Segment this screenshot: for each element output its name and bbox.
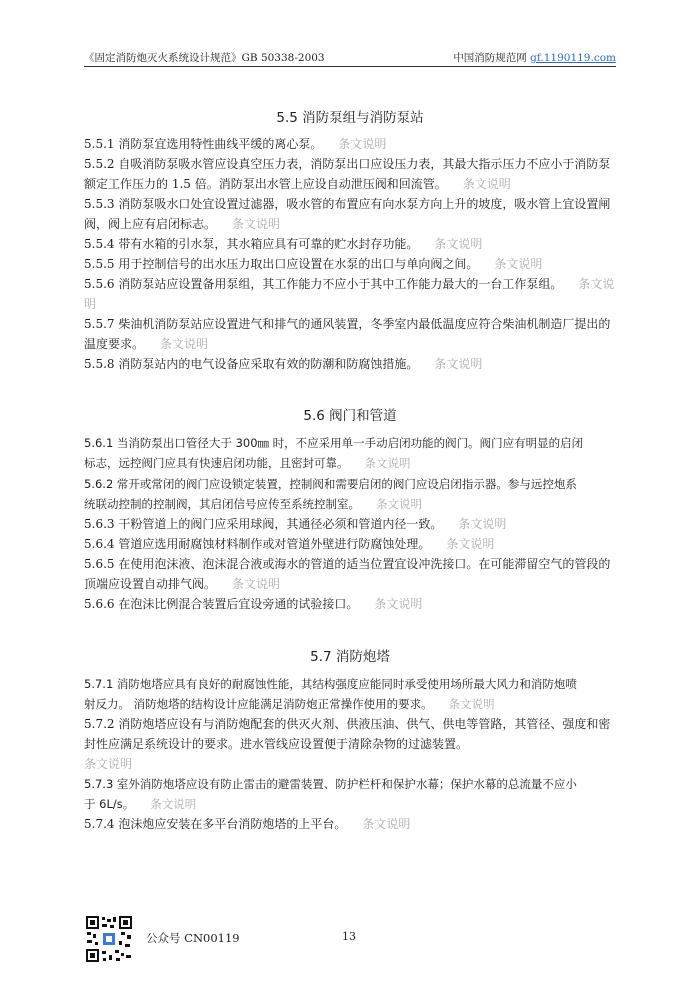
explanation-link[interactable]: 条文说明 bbox=[376, 497, 422, 511]
page-number: 13 bbox=[342, 930, 356, 943]
site-name: 中国消防规范网 bbox=[453, 52, 527, 64]
clause-5-5-4: 5.5.4 带有水箱的引水泵，其水箱应具有可靠的贮水封存功能。 条文说明 bbox=[84, 237, 483, 251]
explanation-link[interactable]: 条文说明 bbox=[84, 757, 133, 771]
explanation-link[interactable]: 条文说明 bbox=[458, 517, 507, 531]
clause-5-6-1: 5.6.1 当消防泵出口管径大于 300㎜ 时，不应采用单一手动启闭功能的阀门。阀门应有明显的启闭 标志，远控阀门应具有快速启闭功能，且密封可靠。 条文说明 bbox=[84, 436, 584, 470]
explanation-link-cont[interactable]: 明 bbox=[84, 297, 97, 311]
clause-5-5-2: 5.5.2 自吸消防泵吸水管应设真空压力表，消防泵出口应设压力表，其最大指示压力不应小于消防泵 额定工作压力的 1.5 倍。消防泵出水管上应设自动泄压阀和回流管。 条文说明 bbox=[84, 157, 611, 191]
explanation-link[interactable]: 条文说明 bbox=[364, 456, 411, 470]
explanation-link[interactable]: 条文说明 bbox=[374, 597, 423, 611]
clause-5-6-6: 5.6.6 在泡沫比例混合装置后宜设旁通的试验接口。 条文说明 bbox=[84, 597, 423, 611]
clause-5-5-1: 5.5.1 消防泵宜选用特性曲线平缓的离心泵。 条文说明 bbox=[84, 137, 387, 151]
explanation-link[interactable]: 条文说明 bbox=[448, 697, 495, 711]
explanation-link[interactable]: 条文说明 bbox=[494, 257, 543, 271]
explanation-link[interactable]: 条文说明 bbox=[232, 217, 281, 231]
explanation-link[interactable]: 条文说明 bbox=[446, 537, 495, 551]
explanation-link[interactable]: 条文说明 bbox=[462, 177, 511, 191]
explanation-link[interactable]: 条文说明 bbox=[362, 817, 411, 831]
explanation-link[interactable]: 条文说明 bbox=[160, 337, 209, 351]
clause-5-5-8: 5.5.8 消防泵站内的电气设备应采取有效的防潮和防腐蚀措施。 条文说明 bbox=[84, 357, 483, 371]
section-title-5-5: 5.5 消防泵组与消防泵站 bbox=[276, 110, 424, 126]
explanation-link[interactable]: 条文说明 bbox=[434, 237, 483, 251]
header-site bbox=[453, 50, 616, 65]
section-title-5-7: 5.7 消防炮塔 bbox=[310, 649, 390, 665]
site-url-link[interactable]: gf.1190119.com bbox=[530, 52, 616, 64]
page-header bbox=[84, 50, 616, 67]
explanation-link[interactable]: 条文说 bbox=[578, 277, 615, 291]
explanation-link[interactable]: 条文说明 bbox=[150, 797, 197, 811]
clause-5-7-1: 5.7.1 消防炮塔应具有良好的耐腐蚀性能，其结构强度应能同时承受使用场所最大风力和消防炮喷 射反力。 消防炮塔的结构设计应能满足消防炮正常操作使用的要求。 条文说明 bbox=[84, 677, 577, 711]
clause-5-5-5: 5.5.5 用于控制信号的出水压力取出口应设置在水泵的出口与单向阀之间。 条文说明 bbox=[84, 257, 543, 271]
clause-5-5-7: 5.5.7 柴油机消防泵站应设置进气和排气的通风装置，冬季室内最低温度应符合柴油机制造厂提出的 温度要求。 条文说明 bbox=[84, 317, 611, 351]
clause-5-6-4: 5.6.4 管道应选用耐腐蚀材料制作或对管道外壁进行防腐蚀处理。 条文说明 bbox=[84, 537, 495, 551]
section-title-5-6: 5.6 阀门和管道 bbox=[303, 408, 397, 424]
clause-5-7-3: 5.7.3 室外消防炮塔应设有防止雷击的避雷装置、防护栏杆和保护水幕；保护水幕的总流量不应小 于 6L/s。 条文说明 bbox=[84, 777, 577, 811]
clause-5-6-3: 5.6.3 干粉管道上的阀门应采用球阀，其通径必须和管道内径一致。 条文说明 bbox=[84, 517, 507, 531]
explanation-link[interactable]: 条文说明 bbox=[338, 137, 387, 151]
explanation-link[interactable]: 条文说明 bbox=[434, 357, 483, 371]
clause-5-6-5: 5.6.5 在使用泡沫液、泡沫混合液或海水的管道的适当位置宜设冲洗接口。在可能滞留空气的管段的 顶端应设置自动排气阀。 条文说明 bbox=[84, 557, 611, 591]
clause-5-5-6: 5.5.6 消防泵站应设置备用泵组，其工作能力不应小于其中工作能力最大的一台工作泵组。 条文说 明 bbox=[84, 277, 615, 311]
clause-5-7-2: 5.7.2 消防炮塔应设有与消防炮配套的供灭火剂、供液压油、供气、供电等管路，其管径、强度和密 封性应满足系统设计的要求。进水管线应设置便于清除杂物的过滤装置。 条文说明 bbox=[84, 717, 611, 771]
clause-5-6-2: 5.6.2 常开或常闭的阀门应设锁定装置，控制阀和需要启闭的阀门应设启闭指示器。参与远控炮系 统联动控制的控制阀，其启闭信号应传至系统控制室。 条文说明 bbox=[84, 477, 577, 511]
clause-5-5-3: 5.5.3 消防泵吸水口处宜设置过滤器，吸水管的布置应有向水泵方向上升的坡度，吸水管上宜设置闸 阀，阀上应有启闭标志。 条文说明 bbox=[84, 197, 611, 231]
qr-code-icon bbox=[85, 915, 133, 963]
wechat-account: 公众号 CN00119 bbox=[146, 931, 240, 945]
explanation-link[interactable]: 条文说明 bbox=[232, 577, 281, 591]
clause-5-7-4: 5.7.4 泡沫炮应安装在多平台消防炮塔的上平台。 条文说明 bbox=[84, 817, 411, 831]
doc-title: 《固定消防炮灭火系统设计规范》GB 50338-2003 bbox=[84, 52, 325, 64]
